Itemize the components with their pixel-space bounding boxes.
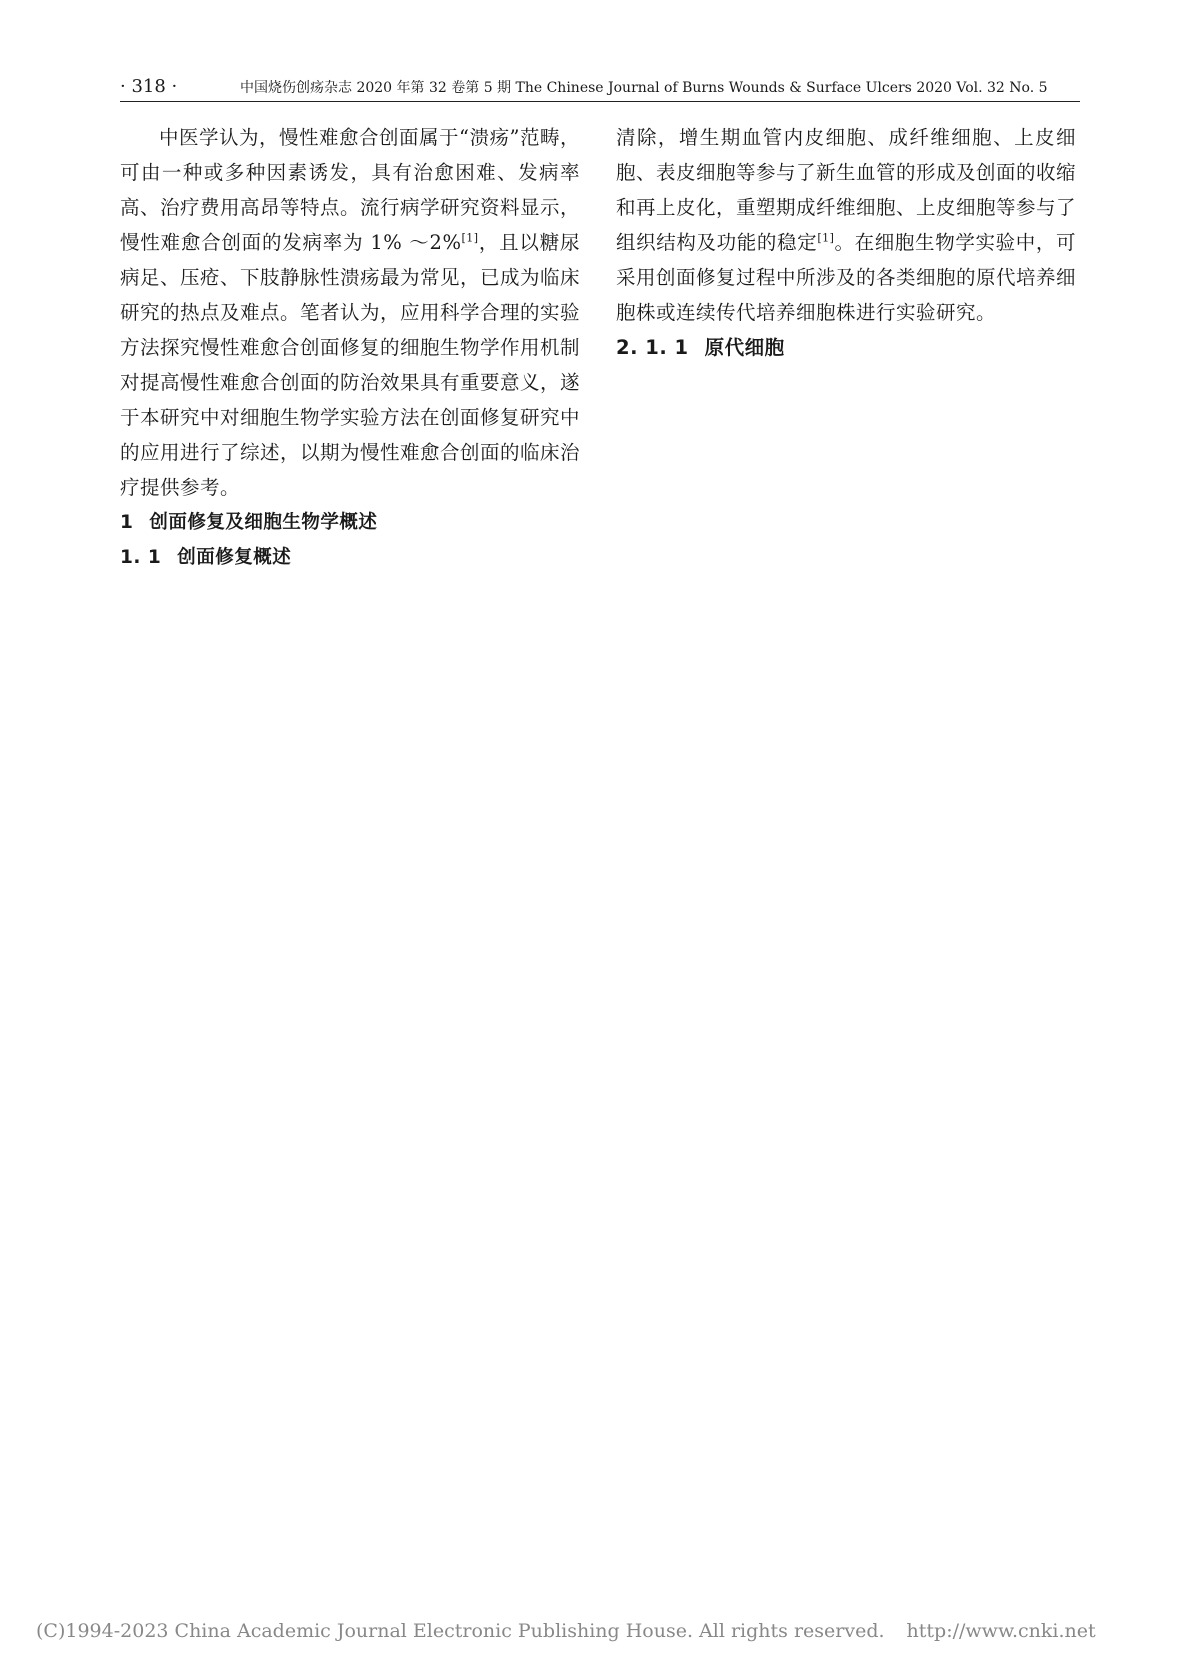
left-column — [120, 120, 580, 575]
copyright-footer — [36, 1620, 1136, 1642]
section-heading: 1 创面修复及细胞生物学概述 — [120, 512, 378, 533]
paragraph: 中医学认为，慢性难愈合创面属于“溃疡”范畴，可由一种或多种因素诱发，具有治愈困难、发病率高、治疗费用高昂等特点。流行病学研究资料显示，慢性难愈合创面的发病率为 1% ～2%[1]，且以糖尿病足、压疮、下肢静脉性溃疡最为常见，已成为临床研究的热点及难点。笔者认为，应用科学合理的实验方法探究慢性难愈合创面修复的细胞生物学作用机制对提高慢性难愈合创面的防治效果具有重要意义，遂于本研究中对细胞生物学实验方法在创面修复研究中的应用进行了综述，以期为慢性难愈合创面的临床治疗提供参考。 — [120, 126, 581, 499]
right-column — [616, 120, 1076, 365]
subsection-heading: 1. 1 创面修复概述 — [120, 547, 292, 568]
running-title: 中国烧伤创疡杂志 2020 年第 32 卷第 5 期 The Chinese Journal of Burns Wounds & Surface Ulcers 2020 Vol. 32 No. 5 — [240, 80, 1048, 96]
paragraph: 2. 1. 1 原代细胞 — [616, 336, 785, 359]
page-number: · 318 · — [120, 76, 178, 97]
footer-url: http://www.cnki.net — [906, 1620, 1096, 1642]
copyright-text: (C)1994-2023 China Academic Journal Electronic Publishing House. All rights reserved. — [36, 1620, 885, 1642]
paragraph: 清除，增生期血管内皮细胞、成纤维细胞、上皮细胞、表皮细胞等参与了新生血管的形成及创面的收缩和再上皮化，重塑期成纤维细胞、上皮细胞等参与了组织结构及功能的稳定[1]。在细胞生物学实验中，可采用创面修复过程中所涉及的各类细胞的原代培养细胞株或连续传代培养细胞株进行实验研究。 — [616, 126, 1077, 324]
running-header — [120, 68, 1080, 102]
